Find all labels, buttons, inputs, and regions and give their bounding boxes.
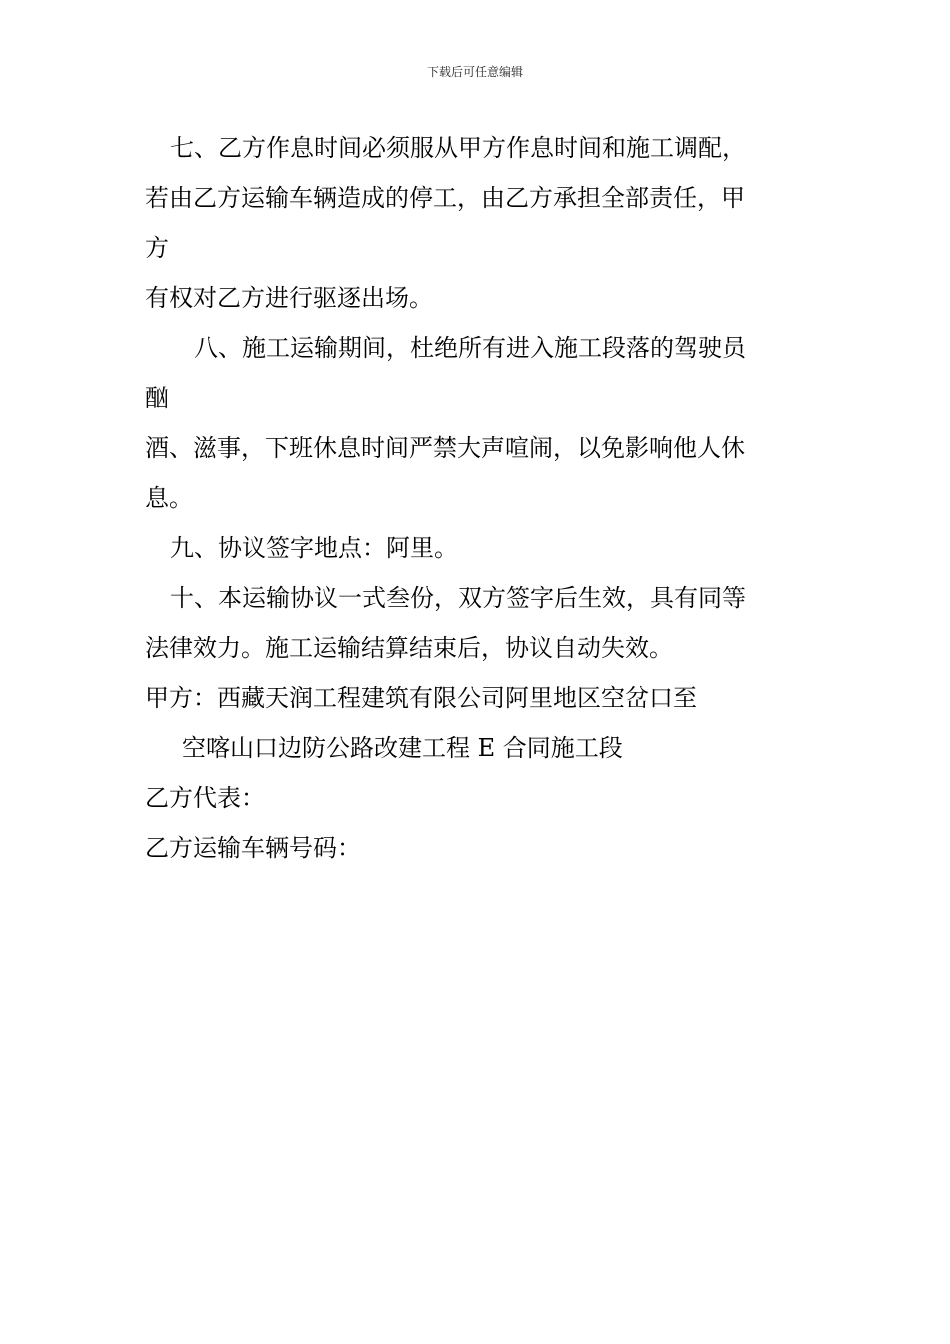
clause-8-line-1: 八、施工运输期间，杜绝所有进入施工段落的驾驶员 (194, 334, 746, 362)
clause-10-line-1: 十、本运输协议一式叁份，双方签字后生效，具有同等 (170, 584, 746, 612)
clause-7-line-2: 若由乙方运输车辆造成的停工，由乙方承担全部责任，甲 (145, 184, 745, 212)
party-a-line-2: 空喀山口边防公路改建工程 E 合同施工段 (182, 734, 623, 762)
clause-10-line-2: 法律效力。施工运输结算结束后，协议自动失效。 (145, 634, 673, 662)
party-b-vehicle-number: 乙方运输车辆号码： (145, 834, 361, 862)
clause-8-line-3: 酒、滋事，下班休息时间严禁大声喧闹，以免影响他人休 (145, 434, 745, 462)
clause-7-line-1: 七、乙方作息时间必须服从甲方作息时间和施工调配， (170, 134, 746, 162)
page-header: 下载后可任意编辑 (426, 65, 523, 79)
clause-8-line-4: 息。 (145, 484, 193, 512)
clause-7-line-4: 有权对乙方进行驱逐出场。 (145, 284, 433, 312)
party-a-line-1: 甲方：西藏天润工程建筑有限公司阿里地区空岔口至 (145, 684, 697, 712)
clause-8-line-2: 酗 (145, 384, 169, 412)
party-b-representative: 乙方代表： (145, 784, 265, 812)
clause-7-line-3: 方 (145, 234, 169, 262)
clause-9: 九、协议签字地点：阿里。 (170, 534, 458, 562)
